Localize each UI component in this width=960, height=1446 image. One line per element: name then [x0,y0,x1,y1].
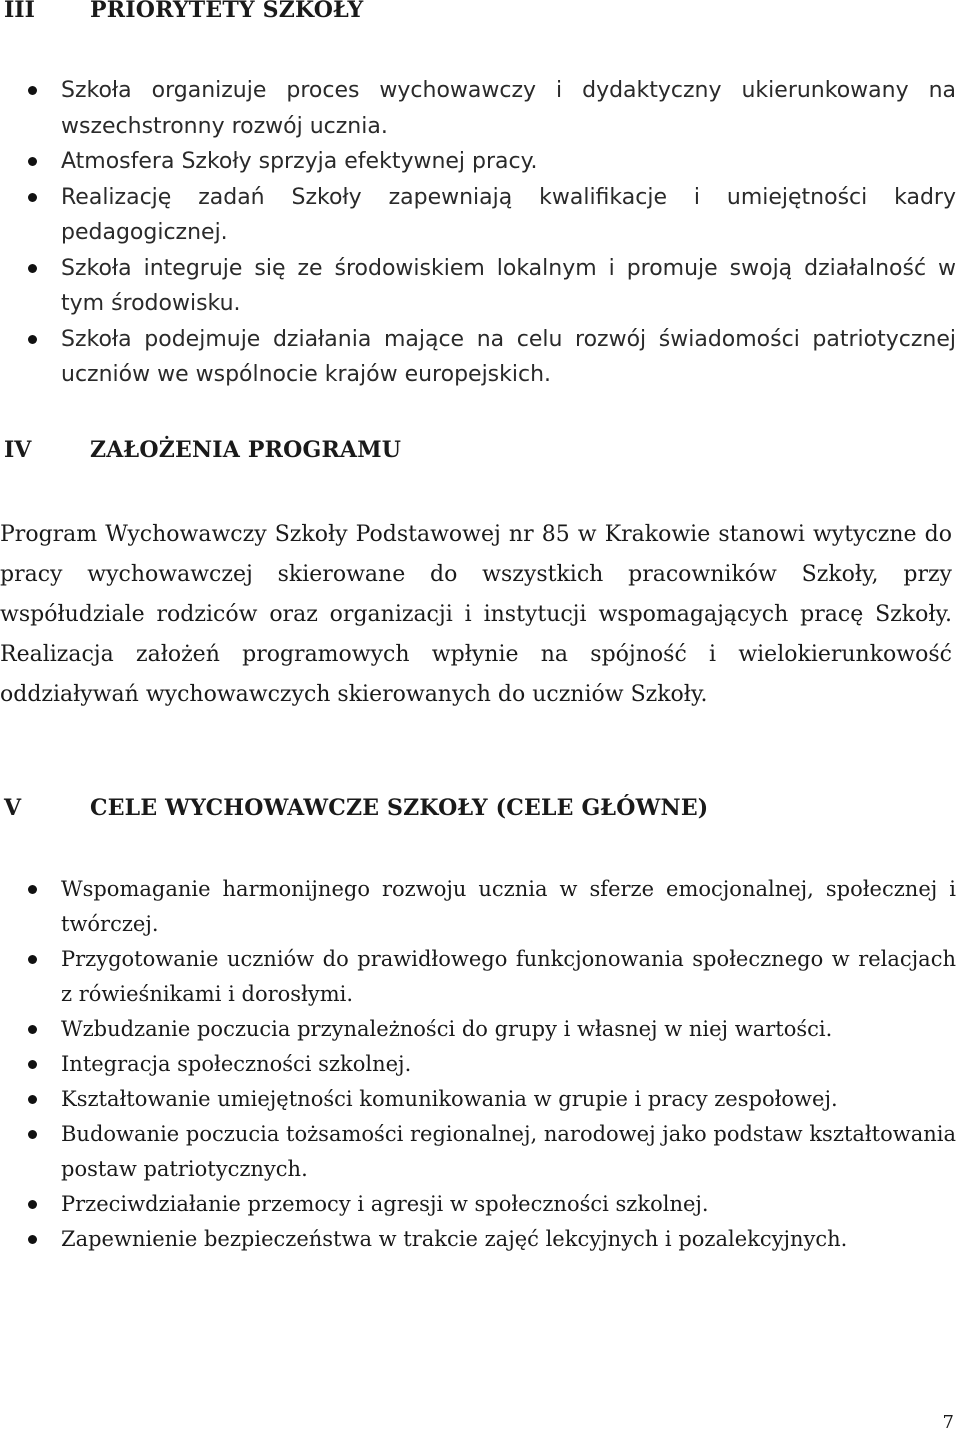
priorities-list [0,73,960,393]
section-heading-4 [0,434,960,470]
section-heading-3 [0,0,960,30]
list-item: Integracja społeczności szkolnej. [0,1047,960,1082]
section-number: III [4,0,35,23]
list-item: Budowanie poczucia tożsamości regionalnej, narodowej jako podstaw kształtowania postaw patriotycznych. [0,1117,960,1187]
section-heading-5 [0,792,960,828]
section-title: PRIORYTETY SZKOŁY [90,0,364,23]
list-item: Przygotowanie uczniów do prawidłowego funkcjonowania społecznego w relacjach z rówieśnikami i dorosłymi. [0,942,960,1012]
page-number: 7 [942,1412,954,1433]
list-item: Atmosfera Szkoły sprzyja efektywnej pracy. [0,144,960,180]
section-title: ZAŁOŻENIA PROGRAMU [90,437,402,463]
program-assumptions-paragraph: Program Wychowawczy Szkoły Podstawowej nr 85 w Krakowie stanowi wytyczne do pracy wychowawczej skierowane do wszystkich pracowników Szkoły, przy współudziale rodziców oraz organizacji i instytucji wspomagających pracę Szkoły. Realizacja założeń programowych wpłynie na spójność i wielokierunkowość oddziaływań wychowawczych skierowanych do uczniów Szkoły. [0,522,952,707]
list-item: Zapewnienie bezpieczeństwa w trakcie zajęć lekcyjnych i pozalekcyjnych. [0,1222,960,1257]
list-item: Wspomaganie harmonijnego rozwoju ucznia w sferze emocjonalnej, społecznej i twórczej. [0,872,960,942]
section-title: CELE WYCHOWAWCZE SZKOŁY (CELE GŁÓWNE) [90,795,709,821]
list-item: Realizację zadań Szkoły zapewniają kwalifikacje i umiejętności kadry pedagogicznej. [0,180,960,251]
list-item: Przeciwdziałanie przemocy i agresji w społeczności szkolnej. [0,1187,960,1222]
educational-goals-list [0,872,960,1257]
list-item: Szkoła integruje się ze środowiskiem lokalnym i promuje swoją działalność w tym środowisku. [0,251,960,322]
list-item: Szkoła podejmuje działania mające na celu rozwój świadomości patriotycznej uczniów we wspólnocie krajów europejskich. [0,322,960,393]
section-number: V [4,795,22,821]
section-number: IV [4,437,32,463]
list-item: Kształtowanie umiejętności komunikowania w grupie i pracy zespołowej. [0,1082,960,1117]
list-item: Wzbudzanie poczucia przynależności do grupy i własnej w niej wartości. [0,1012,960,1047]
list-item: Szkoła organizuje proces wychowawczy i dydaktyczny ukierunkowany na wszechstronny rozwój ucznia. [0,73,960,144]
